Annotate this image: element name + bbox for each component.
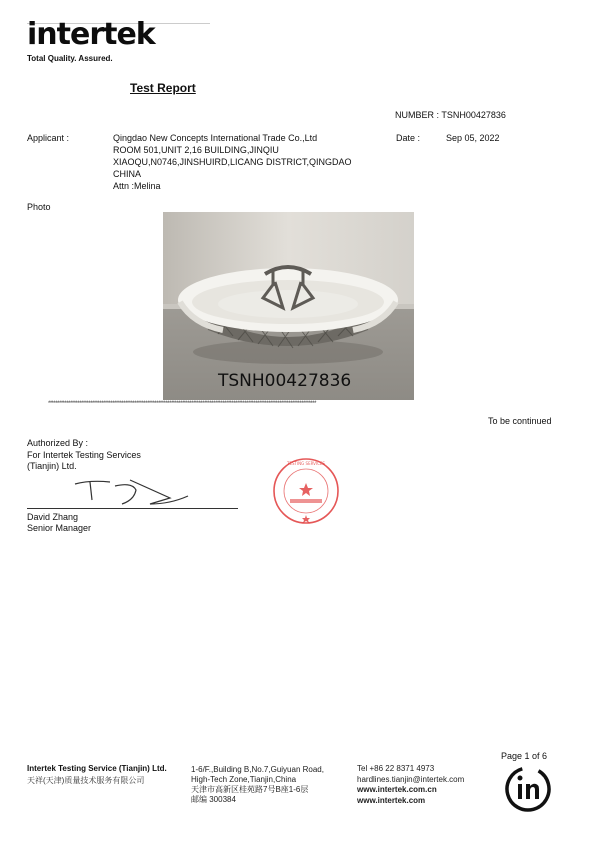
applicant-line: Qingdao New Concepts International Trade Co.,Ltd [113,133,318,143]
authorizing-org-line2: (Tianjin) Ltd. [27,461,77,471]
signer-title: Senior Manager [27,523,92,533]
basket-photo-graphic [163,212,414,400]
signer-name: David Zhang [27,512,79,522]
applicant-line: CHINA [113,169,142,179]
date-label: Date : [396,133,421,143]
footer-website: www.intertek.com [357,795,426,805]
applicant-line: XIAOQU,N0746,JINSHUIRD,LICANG DISTRICT,QINGDAO [113,157,352,167]
footer-company-name: Intertek Testing Service (Tianjin) Ltd. [27,764,167,773]
address-line: 天津市高新区桂苑路7号B座1-6层 [191,785,309,794]
photo-caption: TSNH00427836 [218,371,352,391]
signature-line [27,508,238,509]
postal-code: 邮编 300384 [191,795,236,804]
date-value: Sep 05, 2022 [446,133,500,143]
to-be-continued: To be continued [488,416,552,426]
footer-company-name-cn: 天祥(天津)质量技术服务有限公司 [27,776,145,785]
page-number: Page 1 of 6 [501,751,548,761]
intertek-in-badge-icon [503,764,553,814]
footer-address [191,765,324,805]
photo-label: Photo [27,202,51,212]
intertek-logo: intertek [27,17,155,52]
applicant-line: ROOM 501,UNIT 2,16 BUILDING,JINQIU [113,145,279,155]
authorized-by-label: Authorized By : [27,438,89,448]
applicant-address [113,132,393,192]
logo-tagline: Total Quality. Assured. [27,54,113,63]
footer-tel: Tel +86 22 8371 4973 [357,764,435,773]
footer-contact [357,764,464,806]
handwritten-signature [70,470,200,510]
product-photo [163,212,414,400]
report-title: Test Report [130,81,196,95]
address-line: 1-6/F.,Building B,No.7,Guiyuan Road, [191,765,324,774]
footer-email: hardlines.tianjin@intertek.com [357,774,465,784]
authorizing-org-line1: For Intertek Testing Services [27,450,141,460]
address-line: High-Tech Zone,Tianjin,China [191,775,297,784]
applicant-attn: Attn :Melina [113,181,161,191]
applicant-label: Applicant : [27,133,70,143]
report-number: NUMBER : TSNH00427836 [395,110,506,120]
footer-website-cn: www.intertek.com.cn [357,785,437,794]
company-seal-stamp [272,457,340,525]
separator-line: ************************************************************************************************************************************************** [48,401,316,407]
svg-text:TESTING SERVICES: TESTING SERVICES [287,461,325,466]
